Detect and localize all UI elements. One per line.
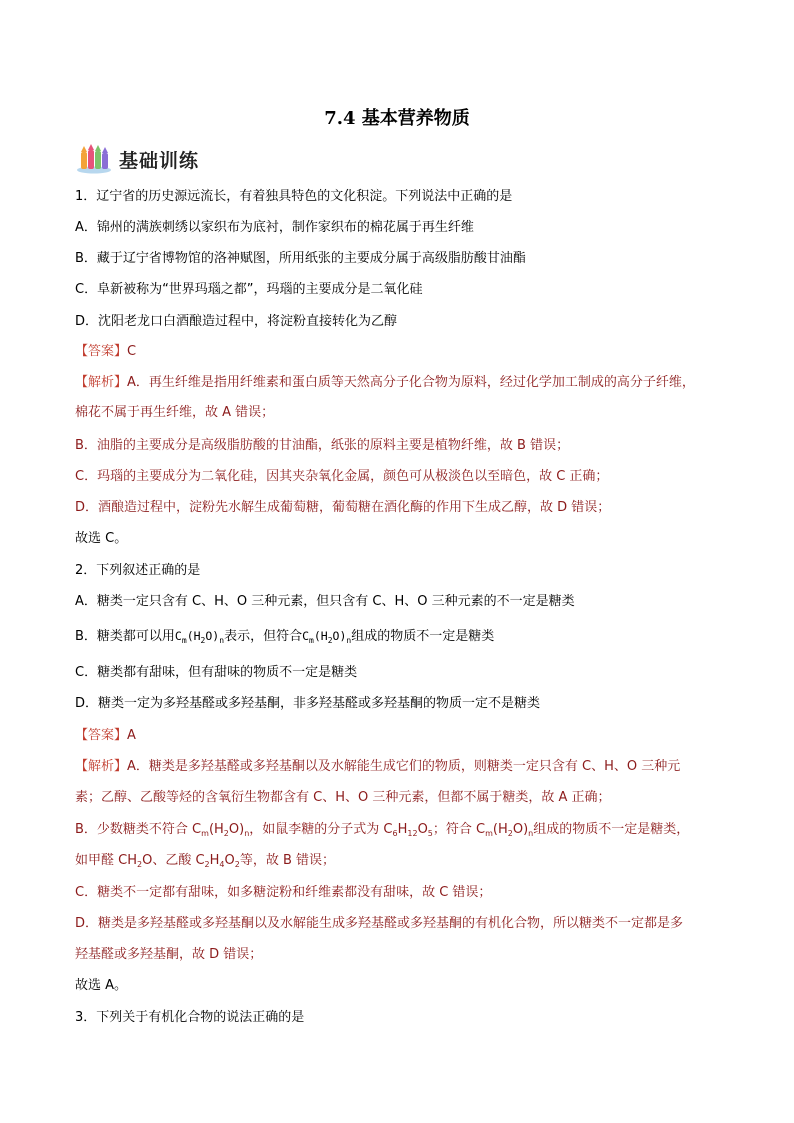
q2-option-d: D．糖类一定为多羟基醛或多羟基酮，非多羟基醛或多羟基酮的物质一定不是糖类 (75, 696, 541, 711)
analysis-label: 【解析】 (75, 375, 128, 390)
q1-option-a: A．锦州的满族刺绣以家织布为底衬，制作家织布的棉花属于再生纤维 (75, 220, 474, 235)
answer-value: C (127, 344, 137, 359)
text-part: O (417, 822, 428, 837)
text-part: 如甲醛 CH (75, 853, 137, 868)
q2-option-a: A．糖类一定只含有 C、H、O 三种元素，但只含有 C、H、O 三种元素的不一定是糖类 (75, 594, 575, 609)
q2-conclusion: 故选 A。 (75, 978, 128, 993)
formula-cm-h2o-n (302, 629, 351, 643)
formula-sub: 2 (200, 636, 206, 645)
q3-stem: 3．下列关于有机化合物的说法正确的是 (75, 1010, 305, 1025)
formula-sub: n (244, 829, 250, 838)
crayons-icon (75, 144, 113, 174)
formula-part: (H (313, 629, 328, 643)
q1-analysis-line-5: D．酒酿造过程中，淀粉先水解生成葡萄糖，葡萄糖在酒化酶的作用下生成乙醇，故 D 错误； (75, 500, 611, 515)
q1-analysis-line-1 (75, 374, 695, 392)
q2-answer (75, 727, 136, 745)
formula-sub: 2 (234, 860, 240, 869)
text-part: H (209, 853, 220, 868)
formula-part: O) (332, 629, 347, 643)
text-part: 组成的物质不一定是糖类， (533, 822, 690, 837)
text-part: ；符合 C (432, 822, 486, 837)
text-part: H (397, 822, 408, 837)
text-part: 等，故 B 错误； (239, 853, 336, 868)
formula-sub: m (309, 636, 314, 645)
formula-sub: m (181, 636, 187, 645)
section-banner (75, 143, 199, 175)
formula-cm-h2o-n (175, 629, 224, 643)
q1-conclusion: 故选 C。 (75, 531, 128, 546)
option-b-text-1: B．糖类都可以用 (75, 629, 175, 644)
formula-sub: 4 (219, 860, 225, 869)
q1-analysis-line-4: C．玛瑙的主要成分为二氧化硅，因其夹杂氧化金属，颜色可从极淡色以至暗色，故 C 正确； (75, 469, 609, 484)
q1-option-b: B．藏于辽宁省博物馆的洛神赋图，所用纸张的主要成分属于高级脂肪酸甘油酯 (75, 251, 526, 266)
q2-analysis-line-7: 羟基醛或多羟基酮，故 D 错误； (75, 947, 263, 962)
text-part: (H (492, 822, 508, 837)
q2-analysis-line-2: 素；乙醇、乙酸等烃的含氧衍生物都含有 C、H、O 三种元素，但都不属于糖类，故 A 正确； (75, 790, 611, 805)
formula-sub: n (346, 636, 352, 645)
q2-analysis-line-1 (75, 758, 680, 776)
formula-sub: 2 (507, 829, 513, 838)
option-b-text-2: 表示，但符合 (224, 629, 303, 644)
page-title: 7.4 基本营养物质 (324, 108, 470, 129)
formula-sub: 12 (407, 829, 418, 838)
q2-analysis-line-3 (75, 821, 689, 843)
q1-analysis-line-3: B．油脂的主要成分是高级脂肪酸的甘油酯，纸张的原料主要是植物纤维，故 B 错误； (75, 438, 570, 453)
formula-part: C (174, 629, 182, 643)
q1-option-c: C．阜新被称为“世界玛瑙之都”，玛瑙的主要成分是二氧化硅 (75, 282, 423, 297)
answer-label: 【答案】 (75, 344, 128, 359)
formula-sub: m (201, 829, 209, 838)
analysis-text: A．糖类是多羟基醛或多羟基酮以及水解能生成它们的物质，则糖类一定只含有 C、H、O 三种元 (127, 759, 681, 774)
text-part: O (224, 853, 235, 868)
q2-analysis-line-6: D．糖类是多羟基醛或多羟基酮以及水解能生成多羟基醛或多羟基酮的有机化合物，所以糖类不一定都是多 (75, 916, 684, 931)
answer-label: 【答案】 (75, 728, 128, 743)
q1-stem: 1．辽宁省的历史源远流长，有着独具特色的文化积淀。下列说法中正确的是 (75, 189, 513, 204)
answer-value: A (127, 728, 136, 743)
q1-answer (75, 343, 136, 361)
q1-analysis-line-2: 棉花不属于再生纤维，故 A 错误； (75, 405, 275, 420)
formula-part: (H (186, 629, 201, 643)
q2-stem: 2．下列叙述正确的是 (75, 563, 201, 578)
q2-option-b (75, 627, 494, 650)
text-part: (H (208, 822, 224, 837)
formula-sub: 2 (327, 636, 333, 645)
option-b-text-3: 组成的物质不一定是糖类 (351, 629, 495, 644)
formula-sub: n (528, 829, 534, 838)
text-part: O) (512, 822, 529, 837)
section-title: 基础训练 (119, 149, 200, 172)
text-part: O) (228, 822, 245, 837)
text-part: B．少数糖类不符合 C (75, 822, 202, 837)
analysis-label: 【解析】 (75, 759, 128, 774)
text-part: O、乙酸 C (142, 853, 205, 868)
formula-sub: 2 (204, 860, 210, 869)
formula-part: O) (205, 629, 220, 643)
formula-sub: 6 (392, 829, 398, 838)
analysis-text: A．再生纤维是指用纤维素和蛋白质等天然高分子化合物为原料，经过化学加工制成的高分子纤维， (127, 375, 695, 390)
q2-analysis-line-5: C．糖类不一定都有甜味，如多糖淀粉和纤维素都没有甜味，故 C 错误； (75, 885, 492, 900)
formula-sub: n (219, 636, 225, 645)
formula-sub: 2 (223, 829, 229, 838)
q1-option-d: D．沈阳老龙口白酒酿造过程中，将淀粉直接转化为乙醇 (75, 314, 398, 329)
formula-sub: 5 (427, 829, 433, 838)
formula-sub: 2 (137, 860, 143, 869)
formula-sub: m (485, 829, 493, 838)
q2-option-c: C．糖类都有甜味，但有甜味的物质不一定是糖类 (75, 665, 358, 680)
text-part: ，如鼠李糖的分子式为 C (249, 822, 393, 837)
q2-analysis-line-4 (75, 852, 335, 874)
formula-part: C (302, 629, 310, 643)
